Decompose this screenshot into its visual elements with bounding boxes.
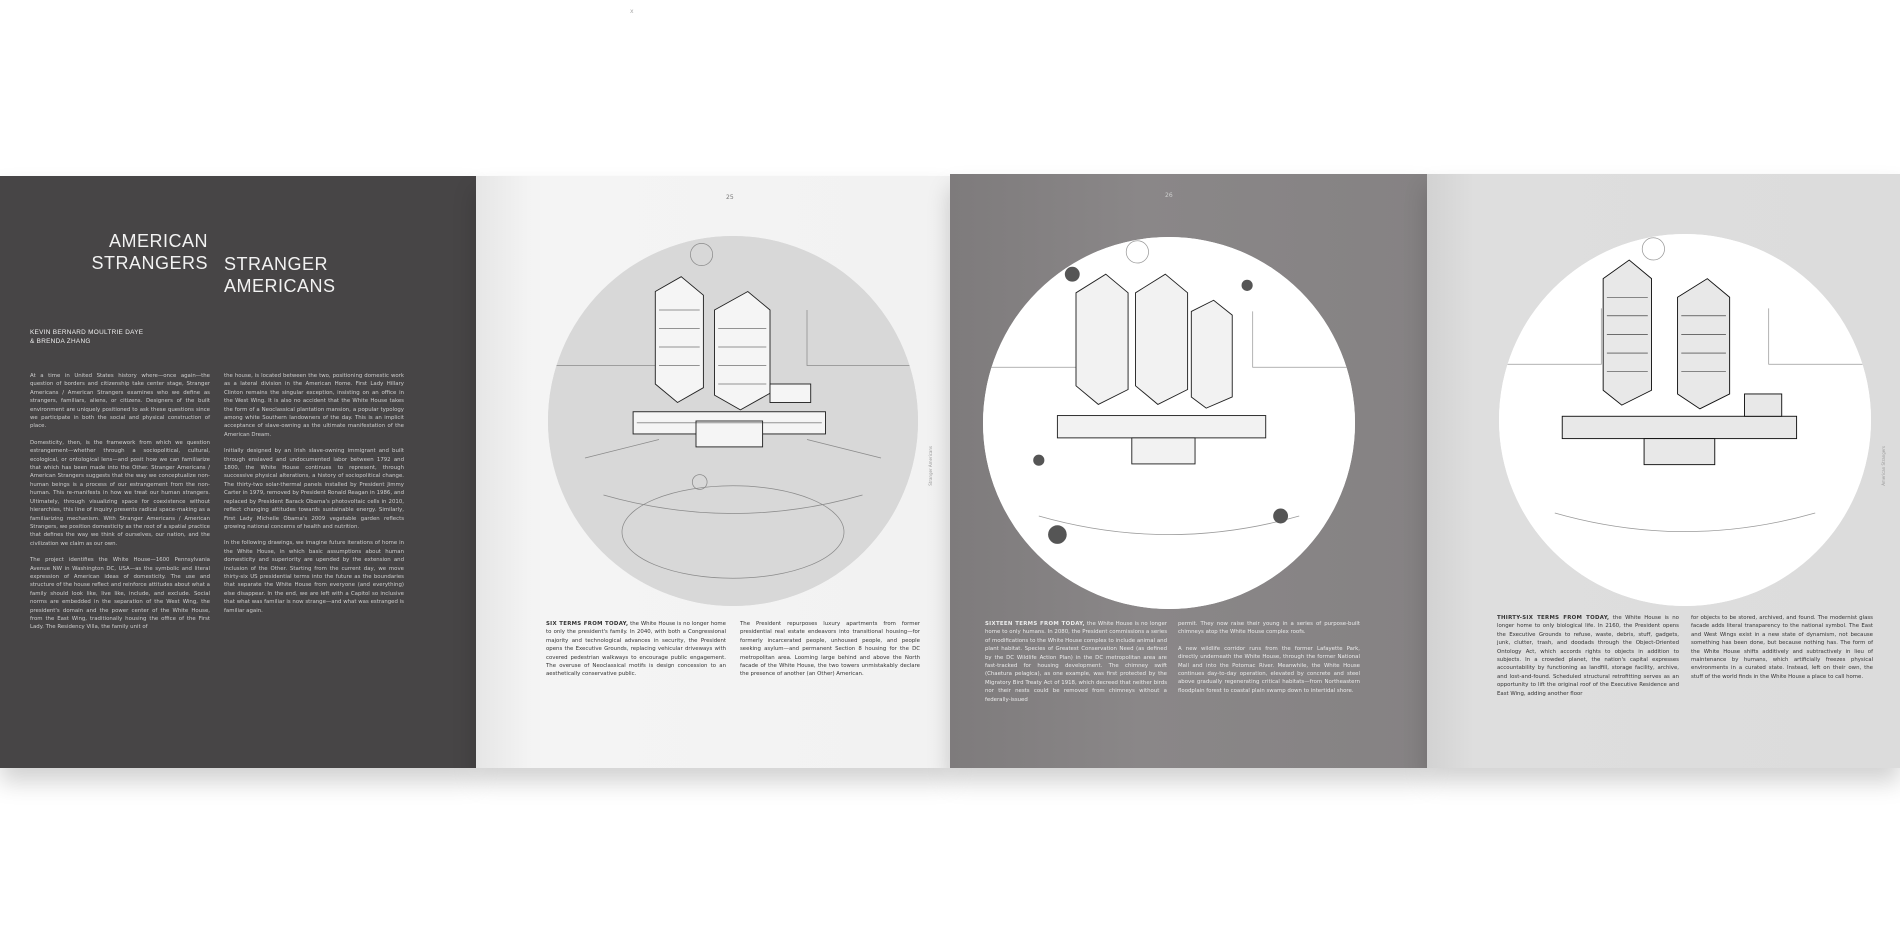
- paragraph: Initially designed by an Irish slave-owning immigrant and built through enslaved and undocumented labor between 1792 and 1800, the White House continues to represent, through successive physical alterations, a history of sociopolitical change. The thirty-two solar-thermal panels installed by President Jimmy Carter in 1979, removed by President Ronald Reagan in 1986, and replaced by President Barack Obama's photovoltaic cells in 2010, reflect changing attitudes towards sustainable energy. Similarly, First Lady Michelle Obama's 2009 vegetable garden reflects growing national concerns of health and nutrition.: [224, 448, 404, 530]
- paragraph: permit. They now raise their young in a series of purpose-built chimneys atop the White House complex roofs.: [1178, 621, 1360, 636]
- title-stranger-americans: [224, 253, 336, 297]
- body-text: the White House is no longer home to only biological life. In 2160, the President opens the Executive Grounds to refuse, waste, debris, stuff, gadgets, junk, clutter, trash, and doodads through the Object-Oriented Ontology Act, which accords rights to objects in addition to subjects. In a crowded planet, the nation's capital expresses accountability by functioning as landfill, storage facility, archive, and lost-and-found. Scheduled structural retrofitting serves as an opportunity to lift the original roof of the Executive Residence and East Wing, adding another floor: [1497, 615, 1679, 697]
- thirty-six-terms-column-2: [1691, 614, 1873, 689]
- six-terms-column-1: [546, 620, 726, 687]
- paragraph: The project identifies the White House—1600 Pennsylvania Avenue NW in Washington DC, USA—as the symbolic and literal expression of American ideas of domesticity. The use and structure of the house reflect and reinforce attitudes about what a family should look like, live like, include, and exclude. Social norms are embedded in the separation of the West Wing, the president's domain and the power center of the White House, from the East Wing, traditionally housing the office of the First Lady. The Residency Villa, the family unit of: [30, 557, 210, 631]
- paragraph: In the following drawings, we imagine future iterations of home in the White House, in which basic assumptions about human domesticity and superiority are upended by the extension and inclusion of the Other. Starting from the current day, we move thirty-six US presidential terms into the future as the boundaries that separate the White House from everyone (and everything) else disappear. In the end, we are left with a Capitol so inclusive that what was familiar is now strange—and what was estranged is familiar again.: [224, 540, 404, 614]
- intro-column-1: [30, 372, 210, 640]
- intro-panel: [0, 176, 476, 768]
- title-line: STRANGERS: [91, 253, 208, 273]
- sixteen-terms-column-1: [985, 620, 1167, 712]
- paragraph: At a time in United States history where—once again—the question of borders and citizenship take center stage, Stranger Americans / American Strangers examines who we define as strangers, familiars, aliens, or citizens. Designers of the built environment are uniquely positioned to ask these questions since we participate in both the social and physical construction of place.: [30, 373, 210, 430]
- lead-heading: SIX TERMS FROM TODAY,: [546, 621, 629, 627]
- sixteen-terms-panel: [950, 174, 1427, 768]
- author-line: & BRENDA ZHANG: [30, 338, 91, 345]
- thirty-six-terms-column-1: [1497, 614, 1679, 706]
- axonometric-drawing: [1499, 234, 1871, 606]
- title-line: AMERICANS: [224, 276, 336, 296]
- body-text: the White House is no longer home to only the president's family. In 2040, with both a Congressional majority and technological advances in security, the President opens the Executive Grounds, replacing vehicular driveways with covered pedestrian walkways to encourage public engagement. The overuse of Neoclassical motifs is design concession to an aesthetically conservative public.: [546, 621, 726, 678]
- paragraph: Domesticity, then, is the framework from which we question estrangement—whether through a sociopolitical, cultural, ecological, or ontological lens—and posit how we can familiarize that which has been made into the Other. Stranger Americans / American Strangers suggests that the way we conceptualize non-human beings is a process of our estrangement from the non-human. This re-manifests in how we treat our human strangers. Ultimately, through visualizing space for coexistence without hierarchies, this line of inquiry presents radical space-making as a familiarizing mechanism. With Stranger Americans / American Strangers, we position domesticity as the root of a spatial practice that defines the way we think of ourselves, our nation, and the civilization we claim as our own.: [30, 439, 210, 547]
- white-house-drawing-thirty-six-terms: [1499, 234, 1871, 606]
- paragraph: the house, is located between the two, positioning domestic work as a lateral division in the American Home. First Lady Hillary Clinton remains the singular exception, insisting on an office in the West Wing. It is also no accident that the White House takes the form of a Neoclassical plantation mansion, a popular typology among white Southern landowners of the day. This is an implicit acceptance of slave-owning as the ultimate manifestation of the American Dream.: [224, 373, 404, 438]
- body-text: the White House is no longer home to only humans. In 2080, the President commissions a series of modifications to the White House complex to include animal and plant habitat. Species of Greatest Conservation Need (as defined by the DC Wildlife Action Plan) in the DC metropolitan area are fast-tracked for housing development. The chimney swift (Chaetura pelagica), as one example, was first protected by the Migratory Bird Treaty Act of 1918, which decreed that neither birds nor their nests could be removed from chimneys without a federally-issued: [985, 621, 1167, 703]
- paragraph: The President repurposes luxury apartments from former presidential real estate endeavors into transitional housing—for formerly incarcerated people, unhoused people, and people seeking asylum—and permanent Section 8 housing for the DC metropolitan area. Looming large behind and above the North facade of the White House, the two towers unmistakably declare the presence of another (an Other) American.: [740, 621, 920, 678]
- white-house-drawing-six-terms: [548, 236, 918, 606]
- six-terms-column-2: [740, 620, 920, 687]
- title-line: STRANGER: [224, 254, 329, 274]
- page-number: 25: [726, 194, 734, 201]
- axonometric-drawing: [548, 236, 918, 606]
- paragraph: A new wildlife corridor runs from the former Lafayette Park, directly underneath the White House, through the former National Mall and into the Potomac River. Meanwhile, the White House continues day-to-day operation, elevated by concrete and steel above gradually regenerating critical habitats—from Northeastern floodplain forest to coastal plain swamp down to intertidal shore.: [1178, 645, 1360, 694]
- side-note: American Strangers: [1881, 446, 1886, 486]
- thirty-six-terms-panel: [1427, 174, 1900, 768]
- six-terms-panel: [476, 176, 950, 768]
- white-house-drawing-sixteen-terms: [983, 237, 1355, 609]
- axonometric-drawing: [983, 237, 1355, 609]
- title-american-strangers: [91, 230, 208, 274]
- sixteen-terms-column-2: [1178, 620, 1360, 703]
- author-line: KEVIN BERNARD MOULTRIE DAYE: [30, 329, 144, 336]
- authors: [30, 328, 143, 346]
- paragraph: for objects to be stored, archived, and found. The modernist glass facade adds literal transparency to the national symbol. The East and West Wings exist in a new state of dynamism, not because something has been done, but because nothing has. The form of the White House shifts additively and subtractively in lieu of maintenance by humans, which artificially freezes physical environments in a curated state. Instead, left on their own, the stuff of the world finds in the White House a place to call home.: [1691, 615, 1873, 680]
- page-number: 26: [1165, 192, 1173, 199]
- side-note: Stranger Americans: [928, 446, 933, 486]
- title-line: AMERICAN: [108, 231, 208, 251]
- lead-heading: SIXTEEN TERMS FROM TODAY,: [985, 621, 1085, 627]
- lead-heading: THIRTY-SIX TERMS FROM TODAY,: [1497, 615, 1610, 621]
- top-mark: x: [630, 8, 634, 15]
- intro-column-2: [224, 372, 404, 623]
